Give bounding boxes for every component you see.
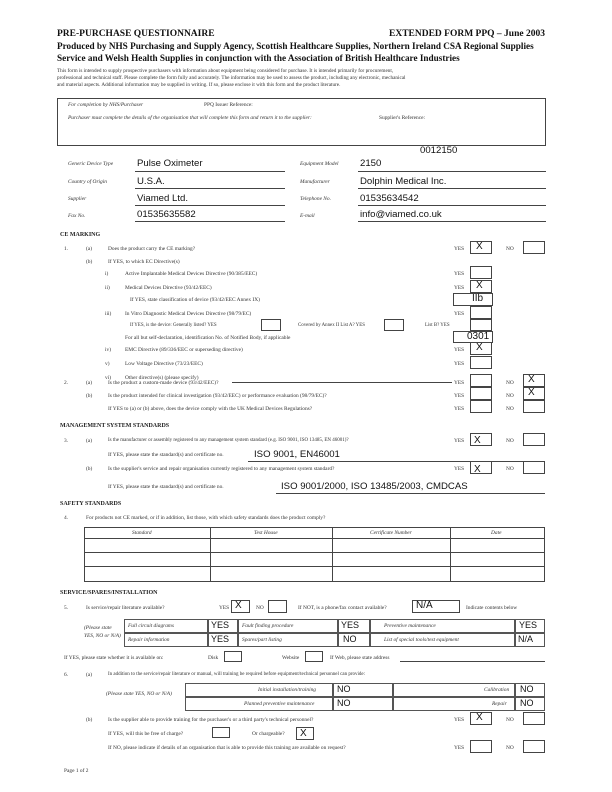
service-heading: SERVICE/SPARES/INSTALLATION [60,590,158,596]
supplier-reference-value[interactable]: 0012150 [420,145,458,156]
format-disk-box[interactable] [224,651,242,662]
q2a-yes-box[interactable] [470,374,492,387]
list-b-box[interactable] [470,319,492,331]
calibration-value: NO [520,684,534,694]
q3b-standards-value[interactable]: ISO 9001/2000, ISO 13485/2003, CMDCAS [281,481,468,492]
q1b-i-num: i) [105,271,109,277]
format-web-label: Website [282,655,300,661]
q2a-letter: (a) [86,380,92,386]
page-number: Page 1 of 2 [64,768,89,774]
q2a-no-label: NO [506,380,514,386]
telephone-value[interactable]: 01535634542 [360,193,419,204]
installation-label: Initial installation/training [258,687,316,693]
q6b-yes-label: YES [454,717,465,723]
email-label: E-mail [300,213,315,219]
producer-line: Produced by NHS Purchasing and Supply Agency, Scottish Healthcare Supplies, Northern Ireland CSA Regional Supplies [57,41,534,51]
q4-text: For products not CE marked, or if in addition, list those, with which safety standards does the product comply? [86,515,326,521]
list-a-box[interactable] [384,319,404,331]
q5-number: 5. [64,605,69,611]
model-label: Equipment Model [300,161,339,167]
q2c-no-label: NO [506,406,514,412]
q1a-yes-mark: X [476,241,483,252]
q6b-no-label: NO [506,717,514,723]
q5-sub: If NOT, is a phone/fax contact available? [298,605,387,611]
q5-yes-mark: X [235,600,242,611]
ppm-label: Planned preventive maintenance [244,701,315,707]
q6b-sub2: Or chargeable? [252,731,285,737]
q2c-yes-label: YES [454,406,465,412]
ref-label-ppq: PPQ Issuer Reference: [204,102,253,108]
q2b-text: Is the product intended for clinical investigation (93/42/EEC) or performance evaluation (98/79/EC)? [108,393,327,399]
q6c-yes-box[interactable] [470,740,492,753]
q6b-no-box[interactable] [523,712,545,725]
q6a-letter: (a) [86,672,92,678]
q1b-iii-yes-label: YES [454,311,465,317]
q1a-yes-label: YES [454,246,465,252]
preventive-label: Preventive maintenance [384,623,436,629]
model-value[interactable]: 2150 [360,158,382,169]
special-tools-value: N/A [518,634,534,644]
q1b-iii-sub-c: List B? YES [425,323,450,328]
q2a-yes-label: YES [454,380,465,386]
fax-label: Fax No. [68,213,86,219]
q1b-iii-text: In Vitro Diagnostic Medical Devices Directive (98/79/EC) [125,311,252,317]
q3b-no-label: NO [506,466,514,472]
q6c-text: If NO, please indicate if details of an organisation that is able to provide this training are available on request? [108,745,346,751]
form-title: PRE-PURCHASE QUESTIONNAIRE [57,29,215,39]
generally-listed-box[interactable] [261,319,281,331]
generic-device-label: Generic Device Type [68,161,114,167]
fax-value[interactable]: 01535635582 [137,209,196,220]
q6a-text: In addition to the service/repair literature or manual, will training be required before equipment/technical personnel can provide: [108,672,365,677]
q6c-yes-label: YES [454,745,465,751]
q1a-letter: (a) [86,246,92,252]
fault-finding-label: Fault finding procedure [242,623,294,629]
q6c-no-box[interactable] [523,740,545,753]
q1b-letter: (b) [86,259,93,265]
repair-label: Repair [492,701,507,707]
q1b-iv-mark: X [476,342,483,353]
q5-no-box[interactable] [268,600,287,613]
generic-device-value[interactable]: Pulse Oximeter [137,158,203,169]
q6b-text: Is the supplier able to provide training for the purchaser's or a third party's technical personnel? [108,717,314,723]
q1b-i-text: Active Implantable Medical Devices Directive (90/385/EEC) [125,271,258,277]
fault-finding-value: YES [341,620,360,630]
q5-yes-label: YES [219,605,230,611]
q1b-i-yes-label: YES [454,271,465,277]
q3a-letter: (a) [86,438,92,444]
q2c-text: If YES to (a) or (b) above, does the device comply with the UK Medical Devices Regulations? [108,406,313,412]
q2a-text: Is the product a custom-made device (93/42/EEC)? [108,380,219,386]
col-date: Date [491,530,502,536]
q2b-letter: (b) [86,393,93,399]
calibration-label: Calibration [484,687,510,693]
q5-no-label: NO [256,605,264,611]
q1b-iii-num: iii) [105,311,112,317]
q1b-v-text: Low Voltage Directive (73/23/EEC) [125,361,203,367]
ce-marking-heading: CE MARKING [60,232,101,238]
q3b-yes-mark: X [474,464,481,475]
notified-body-value: 0301 [467,331,490,342]
intro-text-1: This form is intended to supply prospective purchasers with information about equipment being considered for purchase. It is intended primarily for procurement, [57,68,394,74]
q1b-iv-yes-label: YES [454,347,465,353]
q1b-iv-num: iv) [105,347,111,353]
q3a-no-label: NO [506,438,514,444]
q1b-iv-text: EMC Directive (89/336/EEC or superseding directive) [125,347,243,353]
q6b-letter: (b) [86,717,93,723]
circuit-diagrams-label: Full circuit diagrams [128,623,174,629]
q3-number: 3. [64,438,69,444]
format-disk-label: Disk [208,655,219,661]
q3a-yes-mark: X [474,435,481,446]
q1b-ii-yes-label: YES [454,285,465,291]
q2c-yes-box[interactable] [470,400,492,413]
q3b-no-box[interactable] [523,461,545,474]
q3b-sub: If YES, please state the standard(s) and certificate no. [108,484,224,490]
q2b-yes-box[interactable] [470,387,492,400]
telephone-label: Telephone No. [300,196,331,202]
format-web-address-label: If Web, please state address [330,655,390,661]
notified-body-text: For all but self-declaration, identification No. of Notified Body, if applicable [125,335,291,341]
repair-info-label: Repair information [128,637,170,643]
service-side-label-1: (Please state [84,625,112,631]
q1b-iii-sub-a: If YES, is the device: Generally listed? YES [130,323,217,328]
classification-value: IIb [472,293,484,304]
q1b-v-yes-label: YES [454,361,465,367]
q5-contact-value: N/A [416,600,433,611]
repair-value: NO [520,698,534,708]
q6b-sub: If YES, will this be free of charge? [108,731,184,737]
q1b-ii-text: Medical Devices Directive (93/42/EEC) [125,285,212,291]
q3a-no-box[interactable] [523,433,545,446]
q6-side-label: (Please state YES, NO or N/A) [106,691,172,697]
supplier-label: Supplier [68,196,87,202]
q5-text: Is service/repair literature available? [86,605,165,611]
q5-sub2: Indicate contents below [466,605,518,611]
safety-standards-table [84,527,545,582]
ref-label-purchaser: For completion by NHS/Purchaser [68,102,144,108]
q1b-ii-mark: X [476,280,483,291]
q1b-v-num: v) [105,361,110,367]
q1b-ii-num: ii) [105,285,110,291]
q1b-ii-sub: If YES, state classification of device (93/42/EEC Annex IX) [130,297,260,303]
producer-line-2: Service and Welsh Health Supplies in conjunction with the Association of British Healthcare Industries [57,53,460,63]
ref-label-supplier: Supplier's Reference: [379,115,426,121]
q1b-text: If YES, to which EC Directive(s) [108,259,180,265]
col-standard: Standard [132,530,152,536]
preventive-value: YES [519,620,538,630]
q3a-yes-label: YES [454,438,465,444]
q3b-yes-label: YES [454,466,465,472]
circuit-diagrams-value: YES [211,620,230,630]
repair-info-value: YES [211,634,230,644]
spares-value: NO [343,634,357,644]
col-test-house: Test House [254,530,278,536]
q6b-chargeable-mark: X [300,728,307,739]
special-tools-label: List of special tools/test equipment [384,637,459,643]
q1b-vi-num: vi) [105,375,111,381]
ref-label-instructions: Purchaser must complete the details of the organisation that will complete this form and return it to the supplier: [68,115,312,121]
q4-number: 4. [64,515,69,521]
q3a-sub: If YES, please state the standard(s) and certificate no. [108,452,224,458]
manufacturer-label: Manufacturer [300,179,330,185]
q2b-no-mark: X [528,387,535,398]
q2a-no-mark: X [528,374,535,385]
ppm-value: NO [337,698,351,708]
safety-heading: SAFETY STANDARDS [60,501,122,507]
country-value[interactable]: U.S.A. [137,176,165,187]
country-label: Country of Origin [68,179,107,185]
spares-label: Spares/part listing [242,637,282,643]
q3a-standards-value[interactable]: ISO 9001, EN46001 [254,449,340,460]
q1b-v-box[interactable] [470,356,492,369]
q1b-i-box[interactable] [470,266,492,279]
format-web-box[interactable] [305,651,323,662]
intro-text-3: and material aspects. Additional information may be supplied in writing. If so, please enclose it with this form and the product literature. [57,82,341,88]
format-text: If YES, please state whether it is available on: [64,655,164,661]
q1a-text: Does the product carry the CE marking? [108,246,196,252]
q2-number: 2. [64,380,69,386]
q1a-no-label: NO [506,246,514,252]
q1b-vi-text: Other directive(s) (please specify) [125,375,199,381]
form-version: EXTENDED FORM PPQ – June 2003 [389,29,545,39]
manufacturer-value[interactable]: Dolphin Medical Inc. [360,176,447,187]
q3b-text: Is the supplier's service and repair organisation currently registered to any management system standard? [108,466,335,472]
service-side-label-2: YES, NO or N/A) [84,633,121,639]
intro-text-2: professional and technical staff. Please complete the form fully and accurately. The information may be used to assess the product, including any electronic, mechanical [57,75,406,81]
q1b-iii-sub-b: Covered by Annex II List A? YES [298,323,365,328]
q6-number: 6. [64,672,69,678]
q1b-iii-box[interactable] [470,306,492,319]
management-heading: MANAGEMENT SYSTEM STANDARDS [60,423,170,429]
col-certificate: Certificate Number [370,530,412,536]
supplier-value[interactable]: Viamed Ltd. [137,193,189,204]
q6b-yes-mark: X [476,712,483,723]
q6b-free-box[interactable] [212,727,230,738]
q1a-no-box[interactable] [523,241,545,254]
q2b-no-label: NO [506,393,514,399]
q2c-no-box[interactable] [523,400,545,413]
q6c-no-label: NO [506,745,514,751]
email-value[interactable]: info@viamed.co.uk [360,209,442,220]
q3a-text: Is the manufacturer or assembly registered to any management system standard (e.g. ISO 9001, ISO 13485, EN 46001)? [108,438,349,443]
q2b-yes-label: YES [454,393,465,399]
q3b-letter: (b) [86,466,93,472]
installation-value: NO [337,684,351,694]
q1-number: 1. [64,246,69,252]
